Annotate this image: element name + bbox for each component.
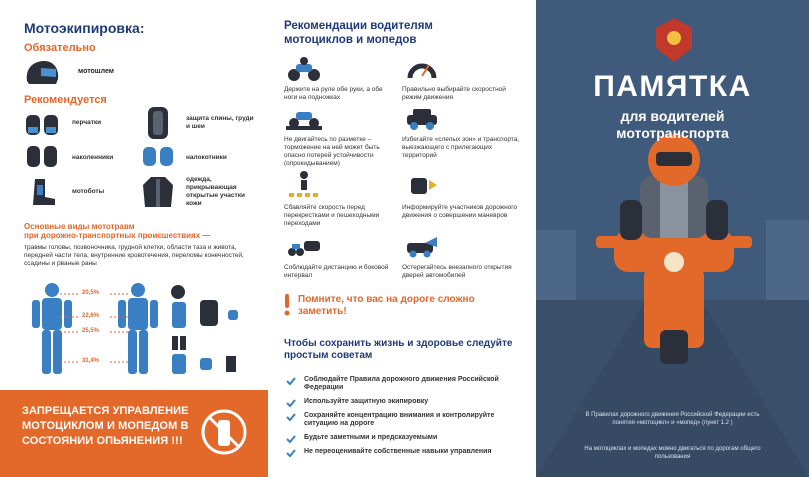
advice-item [286,434,504,444]
injuries-text: травмы головы, позвоночника, грудной клетки, области таза и живота, передней части тела, внутренние кровотечения, переломы конечностей, ссадины и рваные раны [24,244,244,268]
road-marking-icon [284,104,324,134]
advice-text: Соблюдайте Правила дорожного движения Российской Федерации [304,376,499,392]
pct-3: 25,5% [82,328,100,334]
pct-2: 22,6% [82,313,100,319]
checkmark-icon [286,412,296,422]
gloves-icon [22,110,62,138]
exclamation-icon [284,294,290,316]
gloves-label: перчатки [72,119,102,126]
back-protection-label: защита спины, груди и шеи [186,115,254,131]
knee-pads-icon [22,142,62,170]
helmet-label: мотошлем [78,68,114,75]
pct-1: 20,5% [82,290,100,296]
turn-signal-icon [402,170,442,200]
cover-title: ПАМЯТКА [593,70,752,103]
advice-text: Будьте заметными и предсказуемыми [304,434,438,441]
tip-8: Остерегайтесь внезапного открытия дверей автомобилей [402,264,512,280]
cover-note-2: На мотоциклах и мопедах можно двигаться по дорогам общего пользования [584,446,761,460]
warning-banner [0,390,268,477]
cover-subtitle-2: мототранспорта [616,125,729,141]
equipment-title: Мотоэкипировка: [24,20,145,36]
elbow-pads-icon [140,142,176,170]
warning-banner-text: ЗАПРЕЩАЕТСЯ УПРАВЛЕНИЕ МОТОЦИКЛОМ И МОПЕДОМ В СОСТОЯНИИ ОПЬЯНЕНИЯ !!! [22,405,189,447]
tip-7: Соблюдайте дистанцию и боковой интервал [284,264,389,280]
distance-icon [284,232,324,262]
recommended-heading: Рекомендуется [24,94,107,106]
advice-text: Сохраняйте концентрацию внимания и контролируйте ситуацию на дороге [304,412,495,428]
clothing-label: одежда, прикрывающая открытые участки кожи [186,176,245,208]
pedestrian-crossing-icon [284,170,324,200]
advice-item [286,448,504,458]
advice-text: Не переоценивайте собственные навыки управления [304,448,492,455]
advice-title: Чтобы сохранить жизнь и здоровье следуйте простым советам [284,338,513,361]
back-protector-icon [140,104,176,142]
car-door-icon [402,232,442,262]
tip-1: Держите на руле обе руки, а обе ноги на подножках [284,86,383,102]
checkmark-icon [286,398,296,408]
tip-4: Избегайте «слепых зон» и транспорта, выезжающего с прилегающих территорий [402,136,520,160]
no-alcohol-icon [200,408,248,456]
car-icon [402,104,442,134]
checkmark-icon [286,434,296,444]
helmet-icon [22,58,62,88]
checkmark-icon [286,448,296,458]
body-diagram [20,282,270,382]
tip-5: Сбавляйте скорость перед перекрестками и пешеходными переходами [284,204,380,228]
checkmark-icon [286,376,296,386]
injuries-heading-line2: при дорожно-транспортных происшествиях — [24,231,211,240]
mandatory-heading: Обязательно [24,42,96,54]
speedometer-icon [402,54,442,84]
boots-label: мотоботы [72,188,105,195]
cover-note-1: В Правилах дорожного движения Российской Федерации есть понятия «мотоцикл» и «мопед» (пункт 1.2 ) [585,412,760,426]
remember-text: Помните, что вас на дороге сложно заметить! [298,294,475,317]
equipment-panel [0,0,268,477]
advice-item [286,398,504,408]
recommendations-panel [268,0,536,477]
cover-panel [536,0,809,477]
injuries-heading-line1: Основные виды мототравм [24,222,135,231]
tip-3: Не двигайтесь по разметке – торможение на ней может быть опасно потерей устойчивости (опрокидыванием) [284,136,380,168]
recommendations-title: Рекомендации водителям мотоциклов и мопедов [284,20,433,46]
advice-item [286,376,504,393]
jacket-icon [140,174,176,210]
cover-subtitle-1: для водителей [620,108,725,124]
tip-2: Правильно выбирайте скоростной режим движения [402,86,506,102]
elbow-pads-label: налокотники [186,154,227,161]
knee-pads-label: наколенники [72,154,114,161]
advice-item [286,412,504,429]
injuries-heading [24,222,210,240]
motorcycle-riding-icon [284,54,324,84]
tip-6: Информируйте участников дорожного движения о совершении маневров [402,204,518,220]
pct-4: 31,4% [82,358,100,364]
advice-text: Используйте защитную экипировку [304,398,429,405]
boots-icon [22,176,62,208]
